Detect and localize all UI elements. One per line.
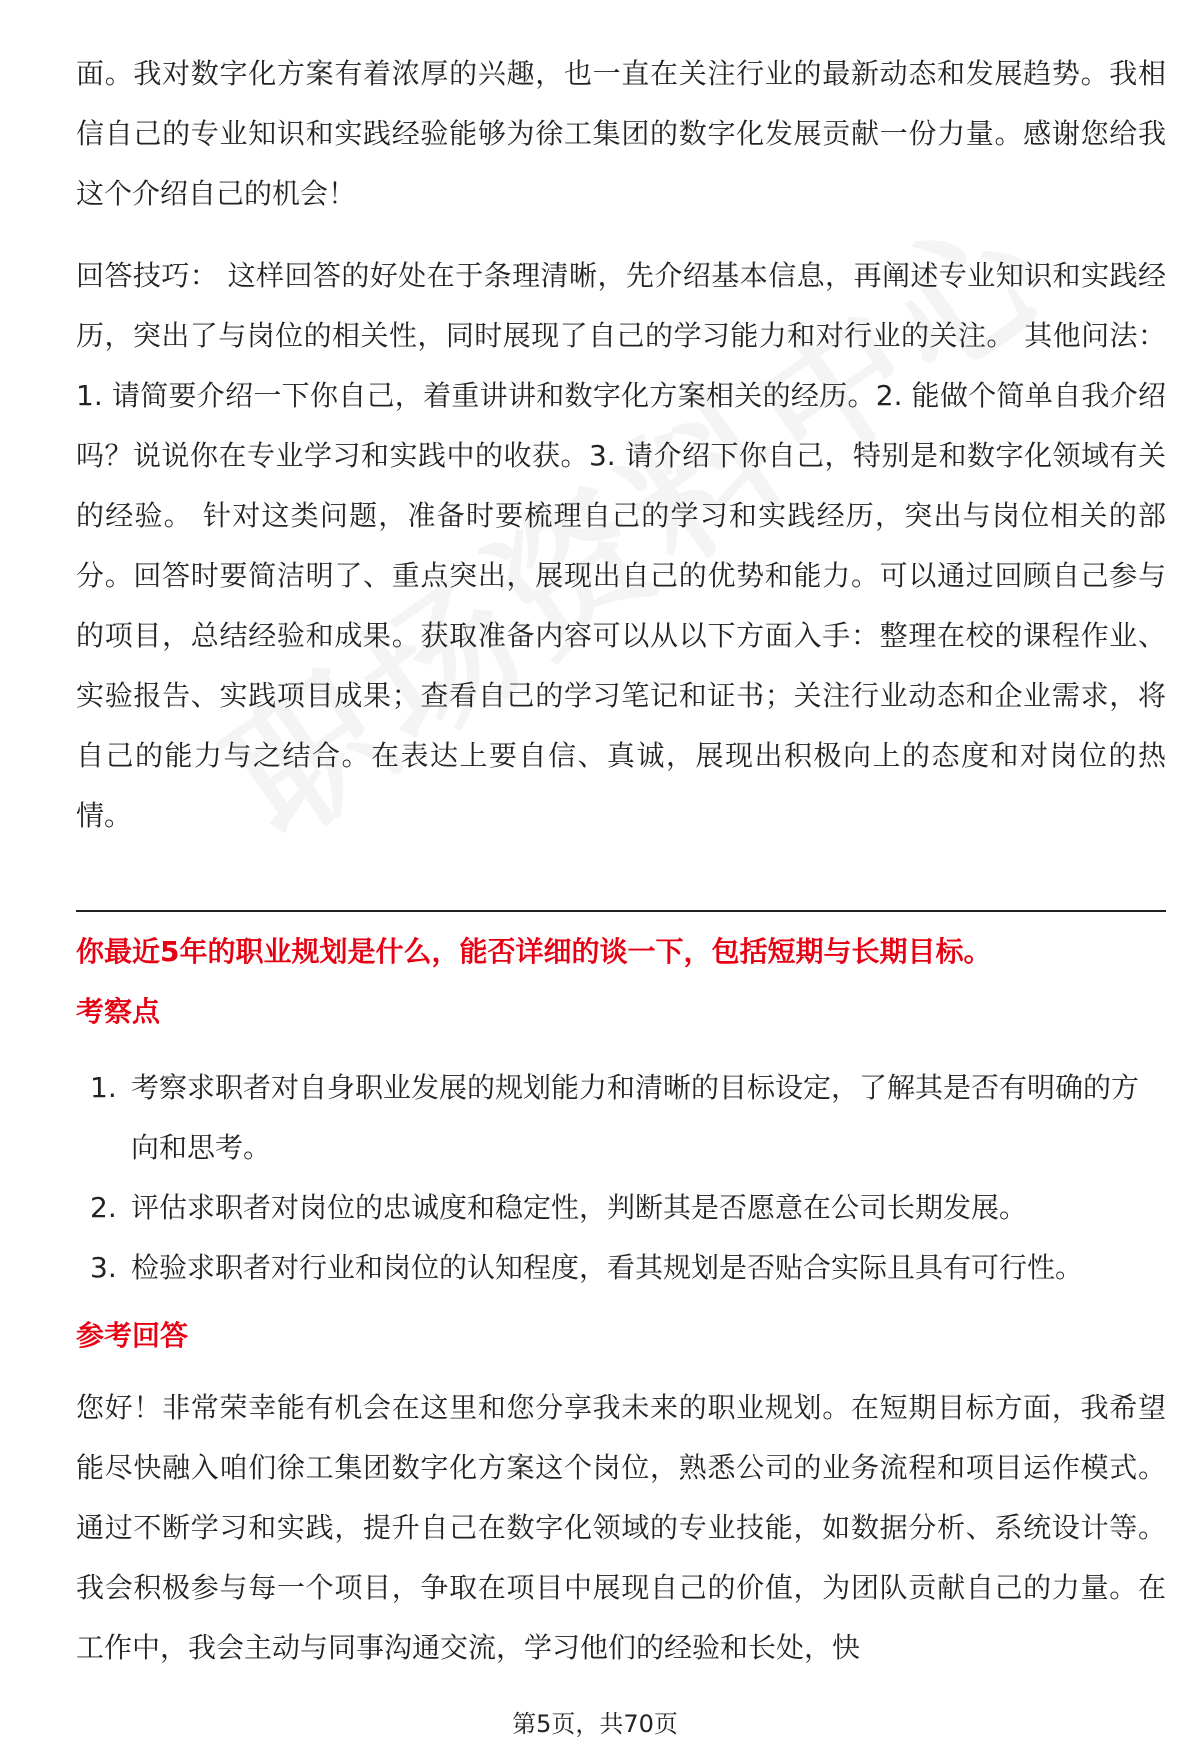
intro-paragraph: 面。我对数字化方案有着浓厚的兴趣，也一直在关注行业的最新动态和发展趋势。我相信自己的专业知识和实践经验能够为徐工集团的数字化发展贡献一份力量。感谢您给我这个介绍自己的机会！ bbox=[76, 57, 1166, 210]
list-item bbox=[76, 1178, 1166, 1238]
list-number: 2. bbox=[90, 1191, 117, 1224]
page-number: 第5页，共70页 bbox=[512, 1710, 678, 1738]
section-divider bbox=[76, 910, 1166, 912]
question-title: 你最近5年的职业规划是什么，能否详细的谈一下，包括短期与长期目标。 bbox=[76, 935, 992, 968]
answer-tips-paragraph: 回答技巧： 这样回答的好处在于条理清晰，先介绍基本信息，再阐述专业知识和实践经历，突出了与岗位的相关性，同时展现了自己的学习能力和对行业的关注。 其他问法：1. 请简要介绍一下你自己，着重讲讲和数字化方案相关的经历。2. 能做个简单自我介绍吗？说说你在专业学习和实践中的收获。3. 请介绍下你自己，特别是和数字化领域有关的经验。 针对这类问题，准备时要梳理自己的学习和实践经历，突出与岗位相关的部分。回答时要简洁明了、重点突出，展现出自己的优势和能力。可以通过回顾自己参与的项目，总结经验和成果。获取准备内容可以从以下方面入手：整理在校的课程作业、实验报告、实践项目成果；查看自己的学习笔记和证书；关注行业动态和企业需求，将自己的能力与之结合。在表达上要自信、真诚，展现出积极向上的态度和对岗位的热情。 bbox=[76, 259, 1166, 832]
question-section bbox=[76, 932, 1166, 1678]
list-item bbox=[76, 1238, 1166, 1298]
answer-heading: 参考回答 bbox=[76, 1319, 189, 1352]
list-item-text: 检验求职者对行业和岗位的认知程度，看其规划是否贴合实际且具有可行性。 bbox=[131, 1251, 1084, 1284]
list-item-text: 评估求职者对岗位的忠诚度和稳定性，判断其是否愿意在公司长期发展。 bbox=[131, 1191, 1028, 1224]
list-item bbox=[76, 1058, 1166, 1178]
points-heading: 考察点 bbox=[76, 995, 161, 1028]
list-number: 3. bbox=[90, 1251, 117, 1284]
list-number: 1. bbox=[90, 1071, 117, 1104]
list-item-text: 考察求职者对自身职业发展的规划能力和清晰的目标设定，了解其是否有明确的方向和思考。 bbox=[131, 1071, 1140, 1164]
points-list bbox=[76, 1058, 1166, 1298]
answer-paragraph: 您好！非常荣幸能有机会在这里和您分享我未来的职业规划。在短期目标方面，我希望能尽快融入咱们徐工集团数字化方案这个岗位，熟悉公司的业务流程和项目运作模式。通过不断学习和实践，提升自己在数字化领域的专业技能，如数据分析、系统设计等。我会积极参与每一个项目，争取在项目中展现自己的价值，为团队贡献自己的力量。在工作中，我会主动与同事沟通交流，学习他们的经验和长处，快 bbox=[76, 1391, 1166, 1664]
page-body bbox=[76, 44, 1166, 846]
